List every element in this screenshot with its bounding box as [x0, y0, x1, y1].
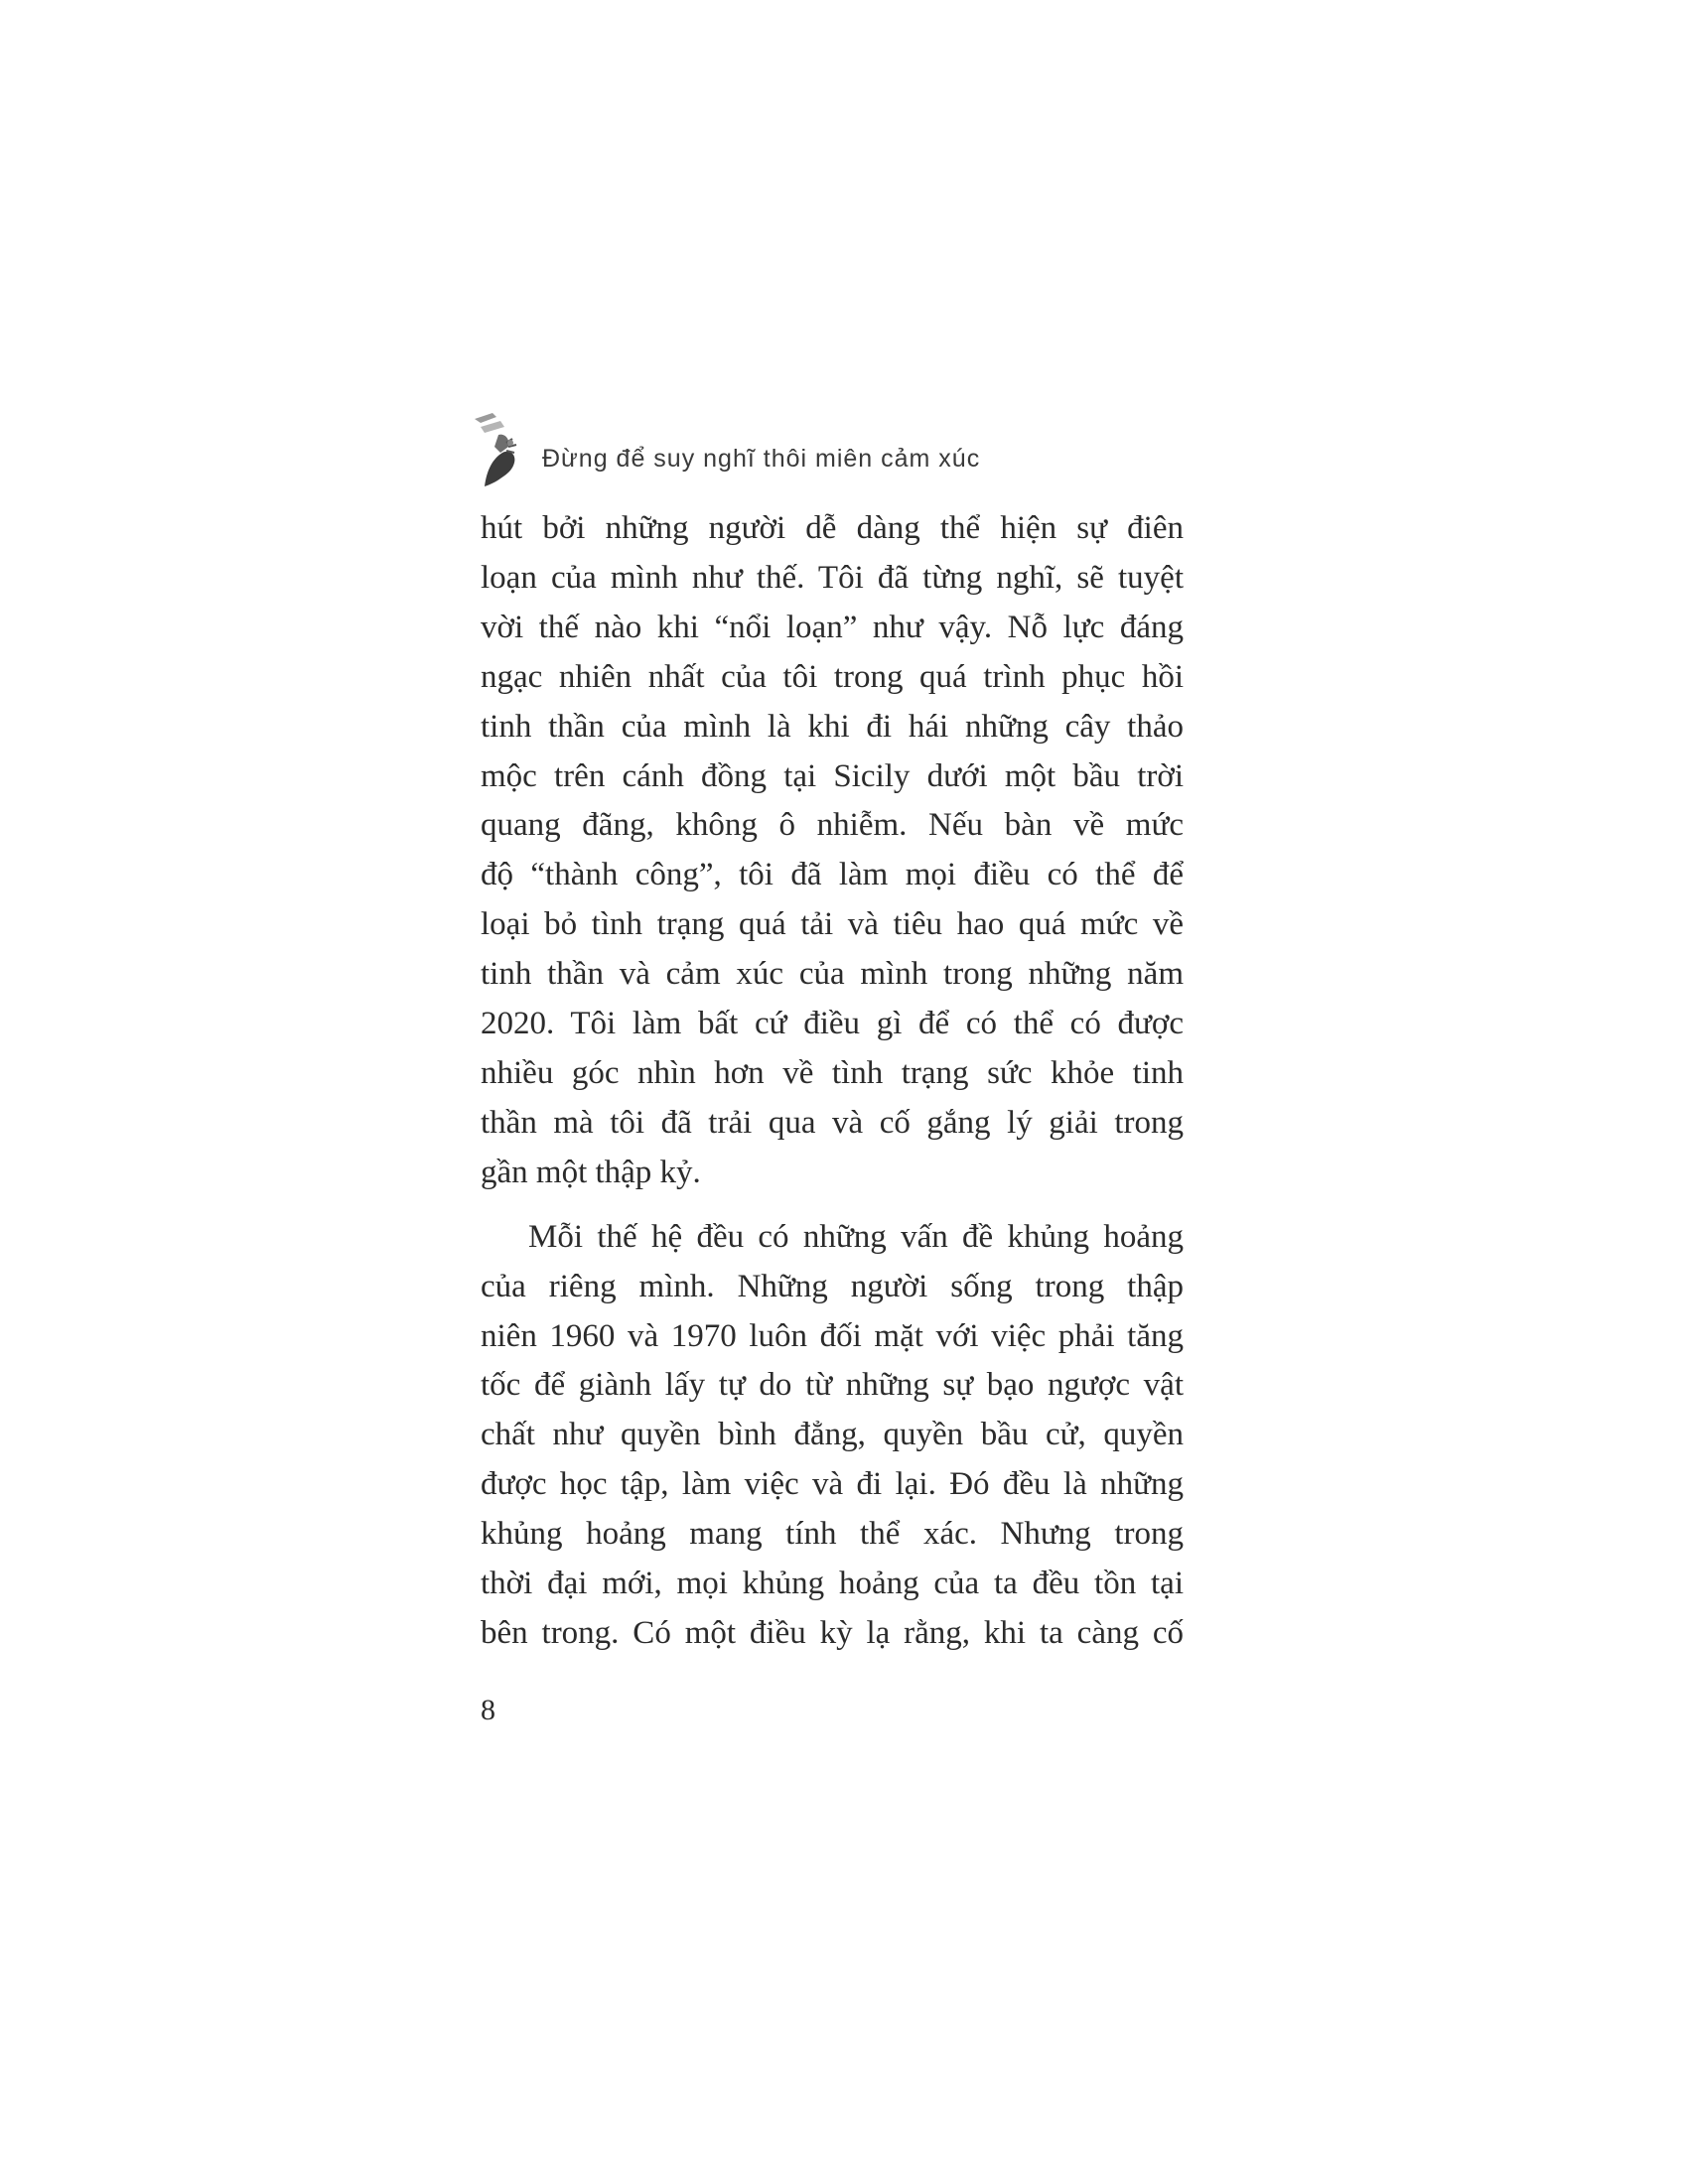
- text-line: khủng hoảng mang tính thể xác. Nhưng trong: [481, 1516, 1184, 1553]
- paragraph-2: [481, 1213, 1184, 1659]
- text-line: mộc trên cánh đồng tại Sicily dưới một bầu trời: [481, 757, 1184, 794]
- text-line: niên 1960 và 1970 luôn đối mặt với việc phải tăng: [481, 1317, 1184, 1354]
- text-line: ngạc nhiên nhất của tôi trong quá trình phục hồi: [481, 658, 1184, 695]
- book-logo-icon: [471, 409, 530, 490]
- paragraph-1: [481, 504, 1184, 1198]
- text-line: quang đãng, không ô nhiễm. Nếu bàn về mức: [481, 807, 1184, 844]
- running-header: [471, 409, 1245, 498]
- running-title: Đừng để suy nghĩ thôi miên cảm xúc: [542, 445, 981, 473]
- text-line: loại bỏ tình trạng quá tải và tiêu hao quá mức về: [481, 906, 1184, 943]
- text-line: tinh thần của mình là khi đi hái những cây thảo: [481, 708, 1184, 745]
- text-line: chất như quyền bình đẳng, quyền bầu cử, quyền: [481, 1417, 1184, 1453]
- text-line: 2020. Tôi làm bất cứ điều gì để có thể có được: [481, 1006, 1184, 1042]
- text-line: độ “thành công”, tôi đã làm mọi điều có thể để: [481, 857, 1184, 893]
- text-line: gần một thập kỷ.: [481, 1154, 701, 1190]
- text-line: tốc để giành lấy tự do từ những sự bạo ngược vật: [481, 1367, 1184, 1404]
- text-line: hút bởi những người dễ dàng thể hiện sự điên: [481, 510, 1184, 546]
- page-number: 8: [481, 1694, 495, 1726]
- text-line: tinh thần và cảm xúc của mình trong những năm: [481, 956, 1184, 993]
- text-line: thần mà tôi đã trải qua và cố gắng lý giải trong: [481, 1104, 1184, 1141]
- text-line: thời đại mới, mọi khủng hoảng của ta đều tồn tại: [481, 1566, 1184, 1602]
- text-line: loạn của mình như thế. Tôi đã từng nghĩ, sẽ tuyệt: [481, 559, 1184, 596]
- text-line: nhiều góc nhìn hơn về tình trạng sức khỏe tinh: [481, 1054, 1184, 1091]
- text-line: vời thế nào khi “nổi loạn” như vậy. Nỗ lực đáng: [481, 609, 1184, 645]
- body-text: [481, 504, 1184, 1659]
- text-line: Mỗi thế hệ đều có những vấn đề khủng hoảng: [528, 1218, 1184, 1255]
- text-line: được học tập, làm việc và đi lại. Đó đều là những: [481, 1466, 1184, 1503]
- text-line: của riêng mình. Những người sống trong thập: [481, 1268, 1184, 1304]
- text-line: bên trong. Có một điều kỳ lạ rằng, khi ta càng cố: [481, 1614, 1184, 1651]
